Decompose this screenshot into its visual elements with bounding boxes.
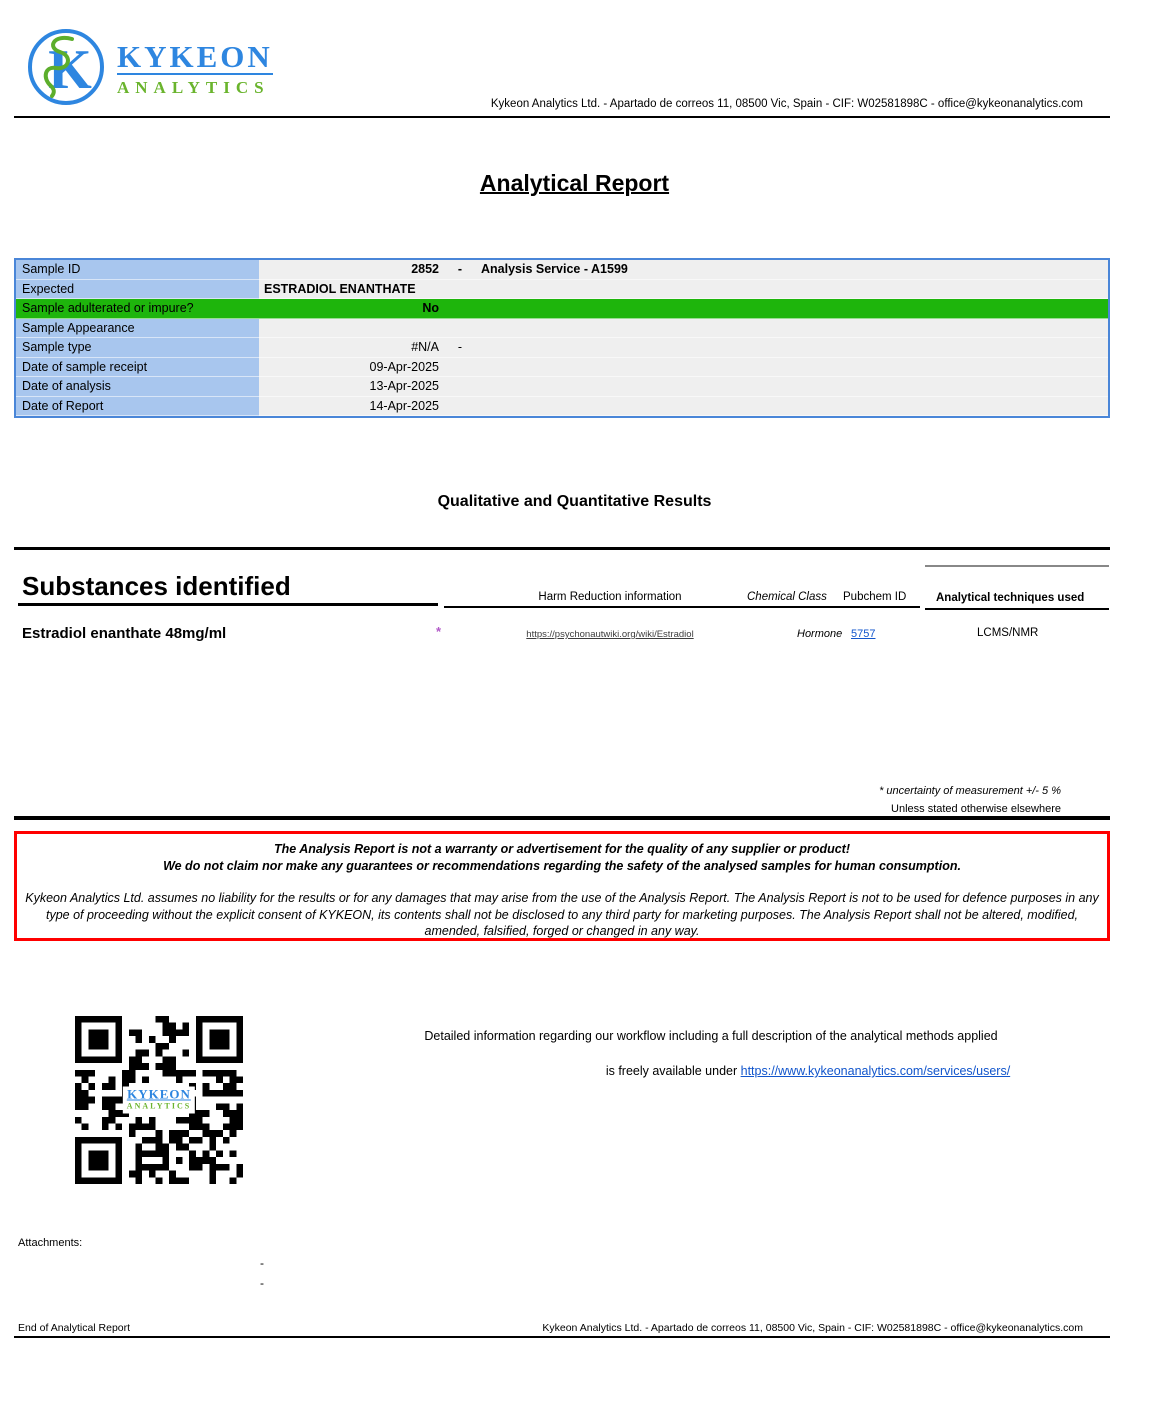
- pubchem-id-cell: [851, 628, 875, 640]
- table-row-adulterated: [16, 299, 1108, 319]
- sample-info-table: [14, 258, 1110, 418]
- footer-rule: [14, 1336, 1110, 1338]
- results-section-title: Qualitative and Quantitative Results: [437, 493, 712, 510]
- sample-id-value: 2852: [411, 262, 439, 276]
- date-report-value: 14-Apr-2025: [369, 398, 439, 413]
- techniques-header-underline: [925, 608, 1109, 610]
- row-label: Sample ID: [16, 260, 259, 280]
- table-row-expected: [16, 280, 1108, 300]
- logo-wordmark: KYKEON: [117, 38, 273, 74]
- results-rule-bottom: [14, 816, 1110, 820]
- date-analysis-value: 13-Apr-2025: [369, 379, 439, 393]
- column-header-pubchem-id: Pubchem ID: [843, 591, 907, 603]
- expected-value: ESTRADIOL ENANTHATE: [264, 281, 416, 296]
- row-label: Expected: [16, 280, 259, 300]
- table-row-date-report: [16, 397, 1108, 417]
- row-label: Sample Appearance: [16, 319, 259, 339]
- column-header-techniques: Analytical techniques used: [936, 592, 1085, 604]
- table-row-date-analysis: [16, 377, 1108, 397]
- row-label: Sample type: [16, 338, 259, 358]
- qr-code: [75, 1016, 243, 1184]
- disclaimer-box: [14, 831, 1110, 941]
- services-link[interactable]: https://www.kykeonanalytics.com/services/users/: [740, 1064, 1011, 1078]
- row-label: Date of Report: [16, 397, 259, 417]
- logo-subtitle: ANALYTICS: [117, 77, 270, 97]
- column-header-chemical-class: Chemical Class: [747, 591, 827, 603]
- qr-logo-wordmark: KYKEON: [127, 1086, 191, 1102]
- harm-reduction-link[interactable]: https://psychonautwiki.org/wiki/Estradiol: [526, 629, 694, 640]
- uncertainty-asterisk: *: [436, 624, 442, 639]
- separator-dash: -: [457, 340, 463, 354]
- uncertainty-note-line2: Unless stated otherwise elsewhere: [891, 803, 1061, 815]
- disclaimer-line1: The Analysis Report is not a warranty or advertisement for the quality of any supplier or product!: [273, 842, 851, 856]
- row-label: Date of analysis: [16, 377, 259, 397]
- substances-heading: Substances identified: [22, 571, 291, 601]
- harm-reduction-link-cell: [460, 629, 760, 640]
- header-contact-line: Kykeon Analytics Ltd. - Apartado de correos 11, 08500 Vic, Spain - CIF: W02581898C - office@kykeonanalytics.com: [490, 98, 1083, 110]
- techniques-value: LCMS/NMR: [977, 627, 1039, 639]
- row-label: Sample adulterated or impure?: [16, 299, 259, 319]
- analysis-service-value: Analysis Service - A1599: [481, 262, 628, 276]
- uncertainty-notes: [879, 782, 1061, 818]
- separator-dash: -: [457, 262, 463, 276]
- logo-monogram-icon: [25, 26, 107, 113]
- svg-text:K: K: [48, 39, 92, 101]
- appearance-value: [259, 319, 439, 338]
- attachment-item: -: [260, 1256, 264, 1270]
- sample-type-value: #N/A: [411, 340, 439, 354]
- disclaimer-line2: We do not claim nor make any guarantees or recommendations regarding the safety of the analysed samples for human consumption.: [163, 859, 961, 873]
- column-header-underline: [444, 606, 920, 608]
- section-rule-top: [14, 547, 1110, 550]
- disclaimer-body: Kykeon Analytics Ltd. assumes no liability for the results or for any damages that may arise from the use of the Analysis Report. The Analysis Report is not to be used for defence purposes in any type of proceeding without the explicit consent of KYKEON, its contents shall not be disclosed to any third party for marketing purposes. The Analysis Report shall not be altered, modified, amended, falsified, forged or changed in any way.: [25, 891, 1099, 938]
- qr-logo-subtitle: ANALYTICS: [126, 1101, 192, 1111]
- chemical-class-value: Hormone: [797, 628, 843, 640]
- qr-center-logo: [123, 1087, 195, 1114]
- page-title: Analytical Report: [479, 170, 670, 196]
- substances-heading-underline: [18, 603, 438, 606]
- workflow-link-prefix: is freely available under: [605, 1064, 738, 1078]
- attachments-label: Attachments:: [18, 1237, 83, 1249]
- table-row-date-receipt: [16, 358, 1108, 378]
- footer-end-label: End of Analytical Report: [18, 1322, 131, 1334]
- column-header-harm-reduction: Harm Reduction information: [538, 591, 682, 603]
- adulterated-value: No: [422, 301, 439, 315]
- attachment-item: -: [260, 1276, 264, 1290]
- substance-name: Estradiol enanthate 48mg/ml: [22, 625, 227, 642]
- row-label: Date of sample receipt: [16, 358, 259, 378]
- table-row-sample-type: [16, 338, 1108, 358]
- uncertainty-note-line1: * uncertainty of measurement +/- 5 %: [879, 785, 1061, 797]
- table-row-sample-id: [16, 260, 1108, 280]
- workflow-info-line1: Detailed information regarding our workflow including a full description of the analytical methods applied: [424, 1029, 998, 1043]
- footer-contact-line: Kykeon Analytics Ltd. - Apartado de correos 11, 08500 Vic, Spain - CIF: W02581898C - office@kykeonanalytics.com: [542, 1322, 1083, 1334]
- company-logo: [25, 26, 273, 113]
- workflow-info-line2: [408, 1064, 1149, 1078]
- techniques-rule-top: [925, 565, 1109, 567]
- header-rule: [14, 116, 1110, 118]
- pubchem-id-link[interactable]: 5757: [851, 628, 876, 640]
- date-receipt-value: 09-Apr-2025: [369, 359, 439, 374]
- table-row-appearance: [16, 319, 1108, 339]
